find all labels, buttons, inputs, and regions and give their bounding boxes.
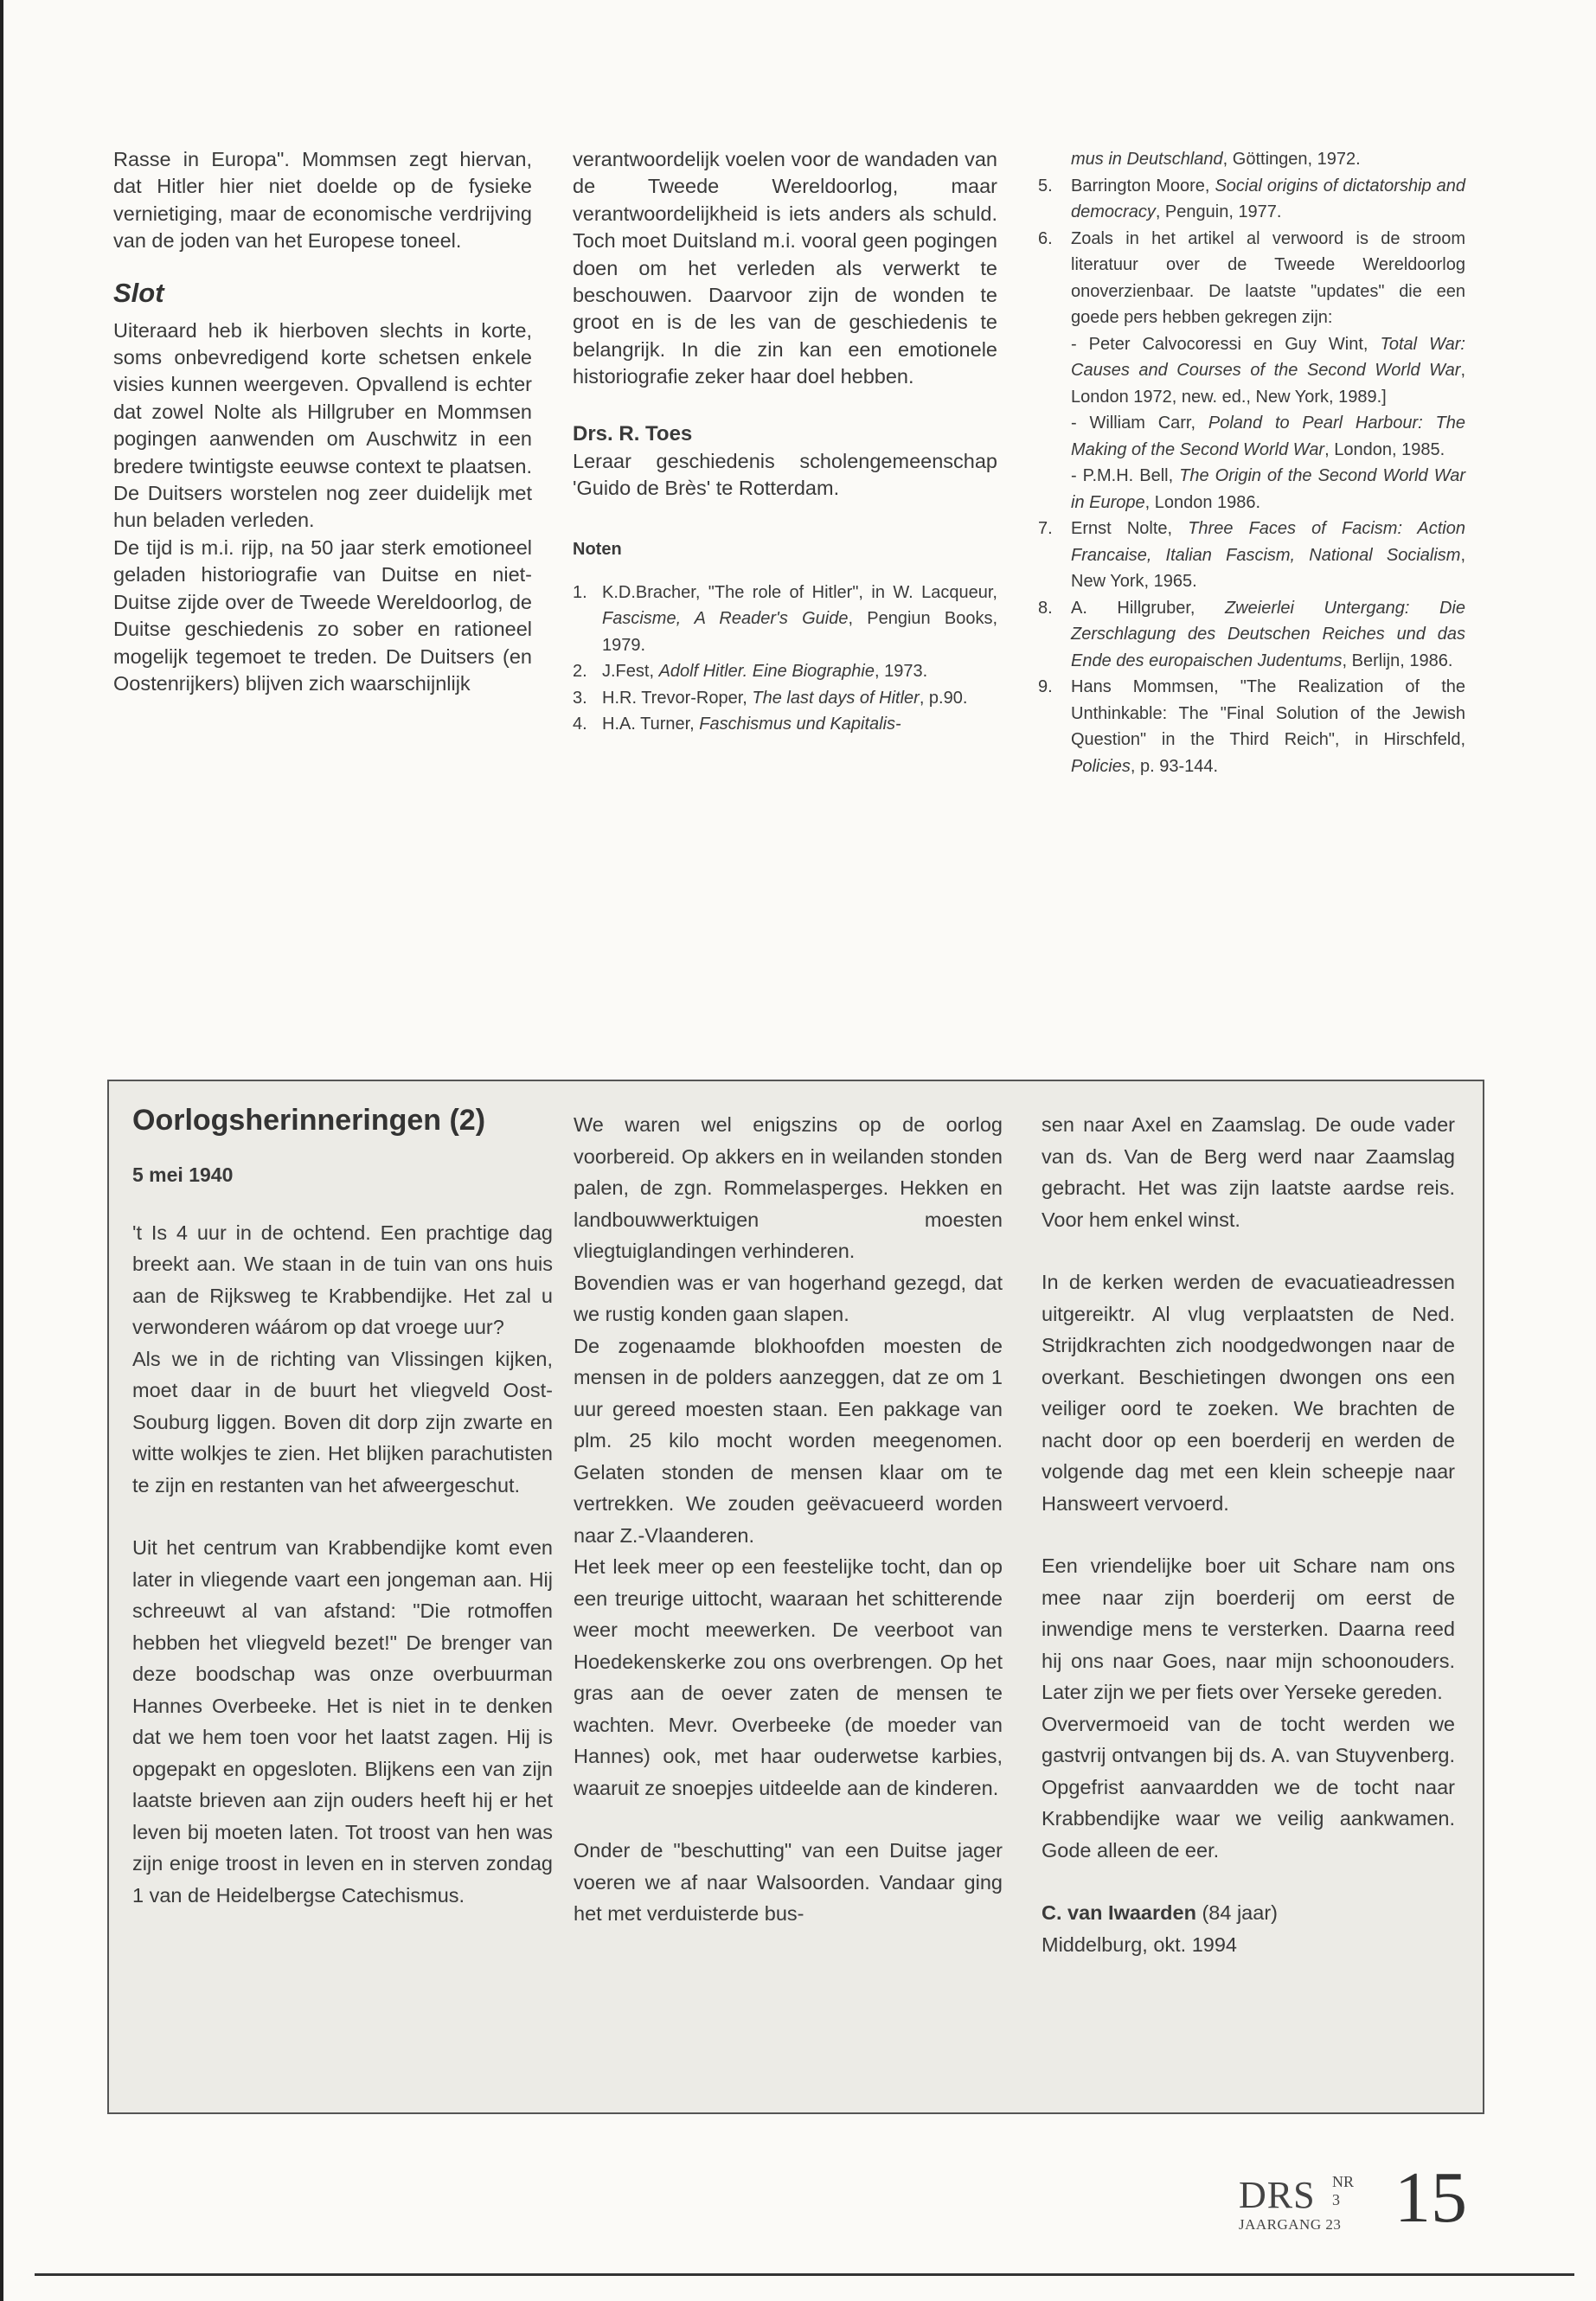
note-text: Hans Mommsen, "The Realization of the Unthinkable: The "Final Solution of the Jewish Question" in the Third Reich", in Hirschfeld, <box>1071 677 1465 749</box>
paragraph: Een vriendelijke boer uit Schare nam ons mee naar zijn boerderij om eerst de inwendige mens te versterken. Daarna reed hij ons naar Goes, naar mijn schoonouders. Later zijn we per fiets over Yerseke gereden. <box>1042 1554 1455 1703</box>
note-number: 8. <box>1038 598 1053 618</box>
note-text: , Göttingen, 1972. <box>1222 150 1361 169</box>
note-title: Social origins of dictatorship and democracy <box>1071 176 1465 221</box>
magazine-logo: DRS <box>1239 2174 1316 2216</box>
signature-name: C. van Iwaarden <box>1042 1901 1196 1924</box>
note-number: 1. <box>573 582 587 602</box>
note-item <box>1038 674 1465 779</box>
memoir-column-1 <box>132 1100 553 1911</box>
note-item <box>573 711 997 738</box>
note-text: , p. 93-144. <box>1130 756 1219 776</box>
note-text: - P.M.H. Bell, <box>1071 466 1180 485</box>
memoir-title: Oorlogsherinneringen (2) <box>132 1104 486 1137</box>
note-text: Zoals in het artikel al verwoord is de stroom literatuur over de Tweede Wereldoorlog onoverzienbaar. De laatste "updates" die een goede pers hebben gekregen zijn: <box>1071 228 1465 327</box>
page-left-edge <box>0 0 3 2301</box>
paragraph: Uit het centrum van Krabbendijke komt even later in vliegende vaart een jongeman aan. Hij schreeuwt al van afstand: "Die rotmoffen hebben het vliegveld bezet!" De brenger van deze boodschap was onze overbuurman Hannes Overbeeke. Het is niet in te denken dat we hem toen voor het laatst zagen. Hij is opgepakt en opgesloten. Blijkens een van zijn laatste brieven aan zijn ouders heeft hij er het leven bij moeten laten. Tot troost van hen was zijn enige troost in leven en in sterven zondag 1 van de Heidelbergse Catechismus. <box>132 1536 553 1907</box>
note-item <box>573 580 997 659</box>
paragraph: Rasse in Europa". Mommsen zegt hiervan, dat Hitler hier niet doelde op de fysieke vernietiging, maar de economische verdrijving van de joden van het Europese toneel. <box>113 148 532 253</box>
volume-label: JAARGANG 23 <box>1239 2216 1342 2233</box>
note-title: Total War: Causes and Courses of the Second World War <box>1071 334 1465 380</box>
signature-place-date: Middelburg, okt. 1994 <box>1042 1932 1238 1956</box>
paragraph-gap <box>1042 1519 1455 1550</box>
paragraph: sen naar Axel en Zaamslag. De oude vader van ds. Van de Berg werd naar Zaamslag gebracht. Het was zijn laatste aardse reis. Voor hem enkel winst. <box>1042 1113 1455 1231</box>
note-text: J.Fest, <box>602 662 659 682</box>
paragraph-gap <box>132 1501 553 1532</box>
note-item <box>1038 226 1465 331</box>
note-text: , 1973. <box>874 662 928 682</box>
paragraph: Uiteraard heb ik hierboven slechts in korte, soms onbevredigend korte schetsen enkele visies kunnen weergeven. Opvallend is echter dat zowel Nolte als Hillgruber en Mommsen pogingen aanwenden om Auschwitz in een bredere twintigste eeuwse context te plaatsen. De Duitsers worstelen nog zeer duidelijk met hun beladen verleden. <box>113 318 532 532</box>
note-continuation <box>1038 146 1465 173</box>
memoir-box <box>107 1080 1484 2114</box>
paragraph: Het leek meer op een feestelijke tocht, dan op een treurige uittocht, waaraan het schitterende weer mocht meewerken. De veerboot van Hoedekenskerke zou ons overbrengen. Op het gras aan de oever zaten de mensen te wachten. Mevr. Overbeeke (de moeder van Hannes) ook, met haar ouderwetse karbies, waaruit ze snoepjes uitdeelde aan de kinderen. <box>574 1555 1003 1799</box>
note-text: A. Hillgruber, <box>1071 598 1225 618</box>
note-text: , London 1986. <box>1144 492 1261 512</box>
note-item <box>1038 516 1465 595</box>
notes-list <box>1038 173 1465 780</box>
page-bottom-edge <box>35 2273 1574 2276</box>
article-column-1 <box>113 146 532 697</box>
note-text: , London 1972, new. ed., New York, 1989.] <box>1071 361 1465 407</box>
paragraph: Bovendien was er van hogerhand gezegd, dat we rustig konden gaan slapen. <box>574 1271 1003 1325</box>
paragraph: Onder de "beschutting" van een Duitse jager voeren we af naar Walsoorden. Vandaar ging het met verduisterde bus- <box>574 1839 1003 1925</box>
note-number: 6. <box>1038 228 1053 248</box>
note-number: 3. <box>573 688 587 708</box>
note-number: 7. <box>1038 519 1053 538</box>
author-role: Leraar geschiedenis scholengemeenschap 'Guido de Brès' te Rotterdam. <box>573 449 997 500</box>
note-number: 5. <box>1038 176 1053 195</box>
note-item <box>573 685 997 712</box>
memoir-column-3 <box>1042 1109 1455 1960</box>
paragraph-gap <box>574 1804 1003 1835</box>
note-number: 2. <box>573 662 587 682</box>
article-column-2 <box>573 146 997 738</box>
issue-number: NR 3 <box>1332 2173 1355 2208</box>
note-number: 9. <box>1038 677 1053 696</box>
note-text: - William Carr, <box>1071 413 1208 433</box>
note-text: , New York, 1965. <box>1071 545 1465 591</box>
note-text: - Peter Calvocoressi en Guy Wint, <box>1071 334 1381 354</box>
paragraph-gap <box>1042 1235 1455 1266</box>
paragraph: Als we in de richting van Vlissingen kijken, moet daar in de buurt het vliegveld Oost-Souburg liggen. Boven dit dorp zijn zwarte en witte wolkjes te zien. Het blijken parachutisten te zijn en restanten van het afweergeschut. <box>132 1347 553 1497</box>
author-name: Drs. R. Toes <box>573 421 693 445</box>
article-column-3 <box>1038 146 1465 779</box>
note-title: The last days of Hitler <box>752 688 920 708</box>
paragraph: We waren wel enigszins op de oorlog voorbereid. Op akkers en in weilanden stonden palen, de zgn. Rommelasperges. Hekken en landbouwwerktuigen moesten vliegtuiglandingen verhinderen. <box>574 1113 1003 1262</box>
paragraph: In de kerken werden de evacuatieadressen uitgereiktr. Al vlug verplaatsten de Ned. Strijdkrachten zich noodgedwongen naar de overkant. Beschietingen dwongen ons een veiliger oord te zoeken. We brachten de nacht door op een boerderij en werden de volgende dag met een klein scheepje naar Hansweert vervoerd. <box>1042 1271 1455 1515</box>
note-item <box>1038 410 1465 463</box>
note-title: Policies <box>1071 756 1131 776</box>
paragraph: 't Is 4 uur in de ochtend. Een prachtige dag breekt aan. We staan in de tuin van ons huis aan de Rijksweg te Krabbendijke. Het zal u verwonderen wáárom op dat vroege uur? <box>132 1221 553 1338</box>
note-title: Adolf Hitler. Eine Biographie <box>658 662 875 682</box>
memoir-date: 5 mei 1940 <box>132 1163 234 1186</box>
note-text: H.R. Trevor-Roper, <box>602 688 753 708</box>
note-title: mus in Deutschland <box>1071 150 1223 169</box>
note-text: , p.90. <box>919 688 968 708</box>
paragraph: verantwoordelijk voelen voor de wandaden van de Tweede Wereldoorlog, maar verantwoordelijkheid is iets anders als schuld. Toch moet Duitsland m.i. vooral geen pogingen doen om het verleden als verwerkt te beschouwen. Daarvoor zijn de wonden te groot en is de les van de geschiedenis te belangrijk. In die zin kan een emotionele historiografie zeker haar doel hebben. <box>573 148 997 388</box>
paragraph: Oververmoeid van de tocht werden we gastvrij ontvangen bij ds. A. van Stuyvenberg. Opgefrist aanvaardden we de tocht naar Krabbendijke waar we veilig aankwamen. Gode alleen de eer. <box>1042 1712 1455 1862</box>
note-title: Three Faces of Facism: Action Francaise, Italian Fascism, National Socialism <box>1071 519 1465 565</box>
note-number: 4. <box>573 715 587 734</box>
paragraph: De tijd is m.i. rijp, na 50 jaar sterk emotioneel geladen historiografie van Duitse en niet-Duitse zijde over de Tweede Wereldoorlog, de Duitse geschiedenis zo sober en rationeel mogelijk tegemoet te treden. De Duitsers (en Oostenrijkers) blijven zich waarschijnlijk <box>113 535 532 695</box>
note-title: Faschismus und Kapitalis- <box>699 715 901 734</box>
note-text: , Penguin, 1977. <box>1155 202 1282 221</box>
note-text: K.D.Bracher, "The role of Hitler", in W. Lacqueur, <box>602 582 997 602</box>
note-title: Zweierlei Untergang: Die Zerschlagung des Deutschen Reiches und das Ende des europaischen Judentums <box>1071 598 1465 670</box>
note-text: , Berlijn, 1986. <box>1342 651 1453 670</box>
note-text: , London, 1985. <box>1324 439 1445 459</box>
note-item <box>1038 463 1465 516</box>
note-title: Poland to Pearl Harbour: The Making of the Second World War <box>1071 413 1465 459</box>
note-item <box>1038 331 1465 411</box>
memoir-column-2 <box>574 1109 1003 1930</box>
note-item <box>1038 595 1465 675</box>
section-heading-slot: Slot <box>113 277 164 308</box>
notes-heading: Noten <box>573 540 622 560</box>
paragraph-gap <box>1042 1866 1455 1897</box>
note-text: Ernst Nolte, <box>1071 519 1189 538</box>
memoir-signature <box>1042 1897 1455 1929</box>
note-title: The Origin of the Second World War in Europe <box>1071 466 1465 512</box>
note-item <box>1038 173 1465 226</box>
signature-age: (84 jaar) <box>1195 1901 1278 1924</box>
note-text: , Pengiun Books, 1979. <box>602 609 998 655</box>
paragraph: De zogenaamde blokhoofden moesten de mensen in de polders aanzeggen, dat ze om 1 uur gereed moesten staan. Een pakkage van plm. 25 kilo mocht worden meegenomen. Gelaten stonden de mensen klaar om te vertrekken. We zouden geëvacueerd worden naar Z.-Vlaanderen. <box>574 1334 1003 1547</box>
note-title: Fascisme, A Reader's Guide <box>602 609 849 629</box>
page-number: 15 <box>1394 2157 1467 2238</box>
note-text: Barrington Moore, <box>1071 176 1215 195</box>
notes-list <box>573 580 997 738</box>
note-item <box>573 658 997 685</box>
note-text: H.A. Turner, <box>602 715 700 734</box>
